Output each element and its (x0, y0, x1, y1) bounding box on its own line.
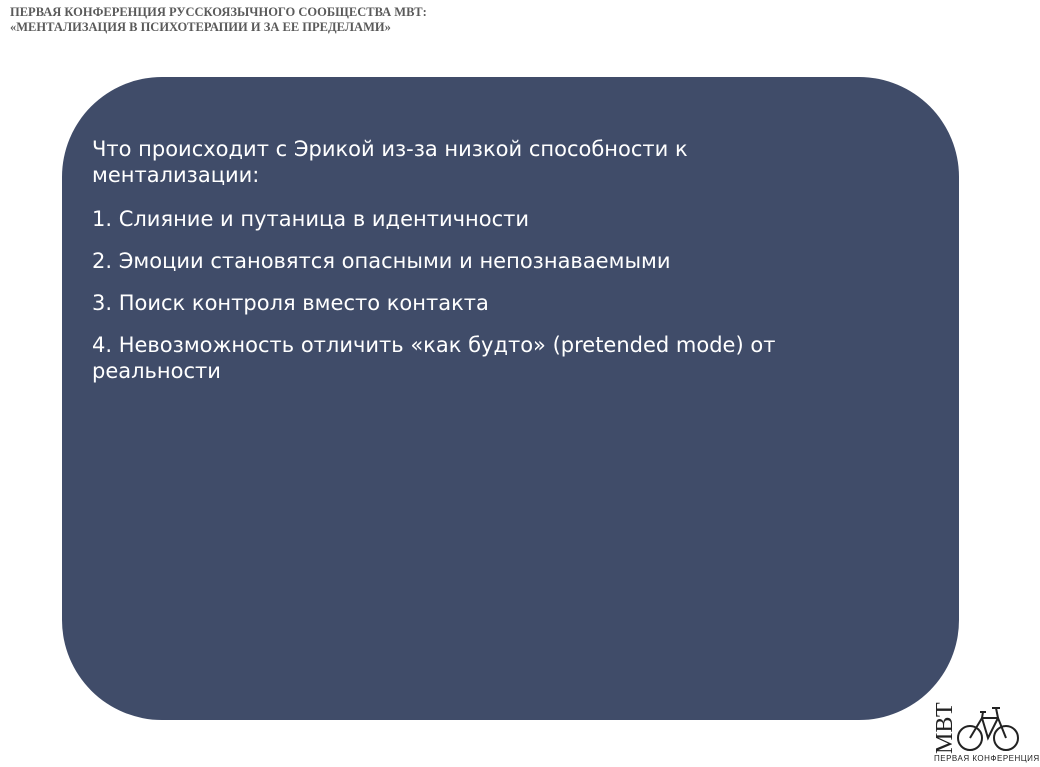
logo-caption: ПЕРВАЯ КОНФЕРЕНЦИЯ (934, 754, 1040, 763)
list-item-2: 2. Эмоции становятся опасными и непознаваемыми (92, 249, 671, 273)
mbt-logo (932, 690, 1040, 767)
bicycle-icon (956, 702, 1022, 754)
list-item-3: 3. Поиск контроля вместо контакта (92, 291, 489, 315)
logo-letters-text: МВТ (932, 702, 958, 754)
header-line-2: «МЕНТАЛИЗАЦИЯ В ПСИХОТЕРАПИИ И ЗА ЕЕ ПРЕДЕЛАМИ» (10, 20, 391, 34)
header-line-1: ПЕРВАЯ КОНФЕРЕНЦИЯ РУССКОЯЗЫЧНОГО СООБЩЕСТВА МВТ: (10, 5, 427, 19)
slide-header (10, 5, 610, 35)
list-item-1: 1. Слияние и путаница в идентичности (92, 207, 530, 231)
list-item-4: 4. Невозможность отличить «как будто» (pretended mode) от реальности (92, 333, 776, 383)
panel-intro: Что происходит с Эрикой из-за низкой способности к ментализации: (92, 137, 688, 187)
panel-text (92, 136, 812, 400)
